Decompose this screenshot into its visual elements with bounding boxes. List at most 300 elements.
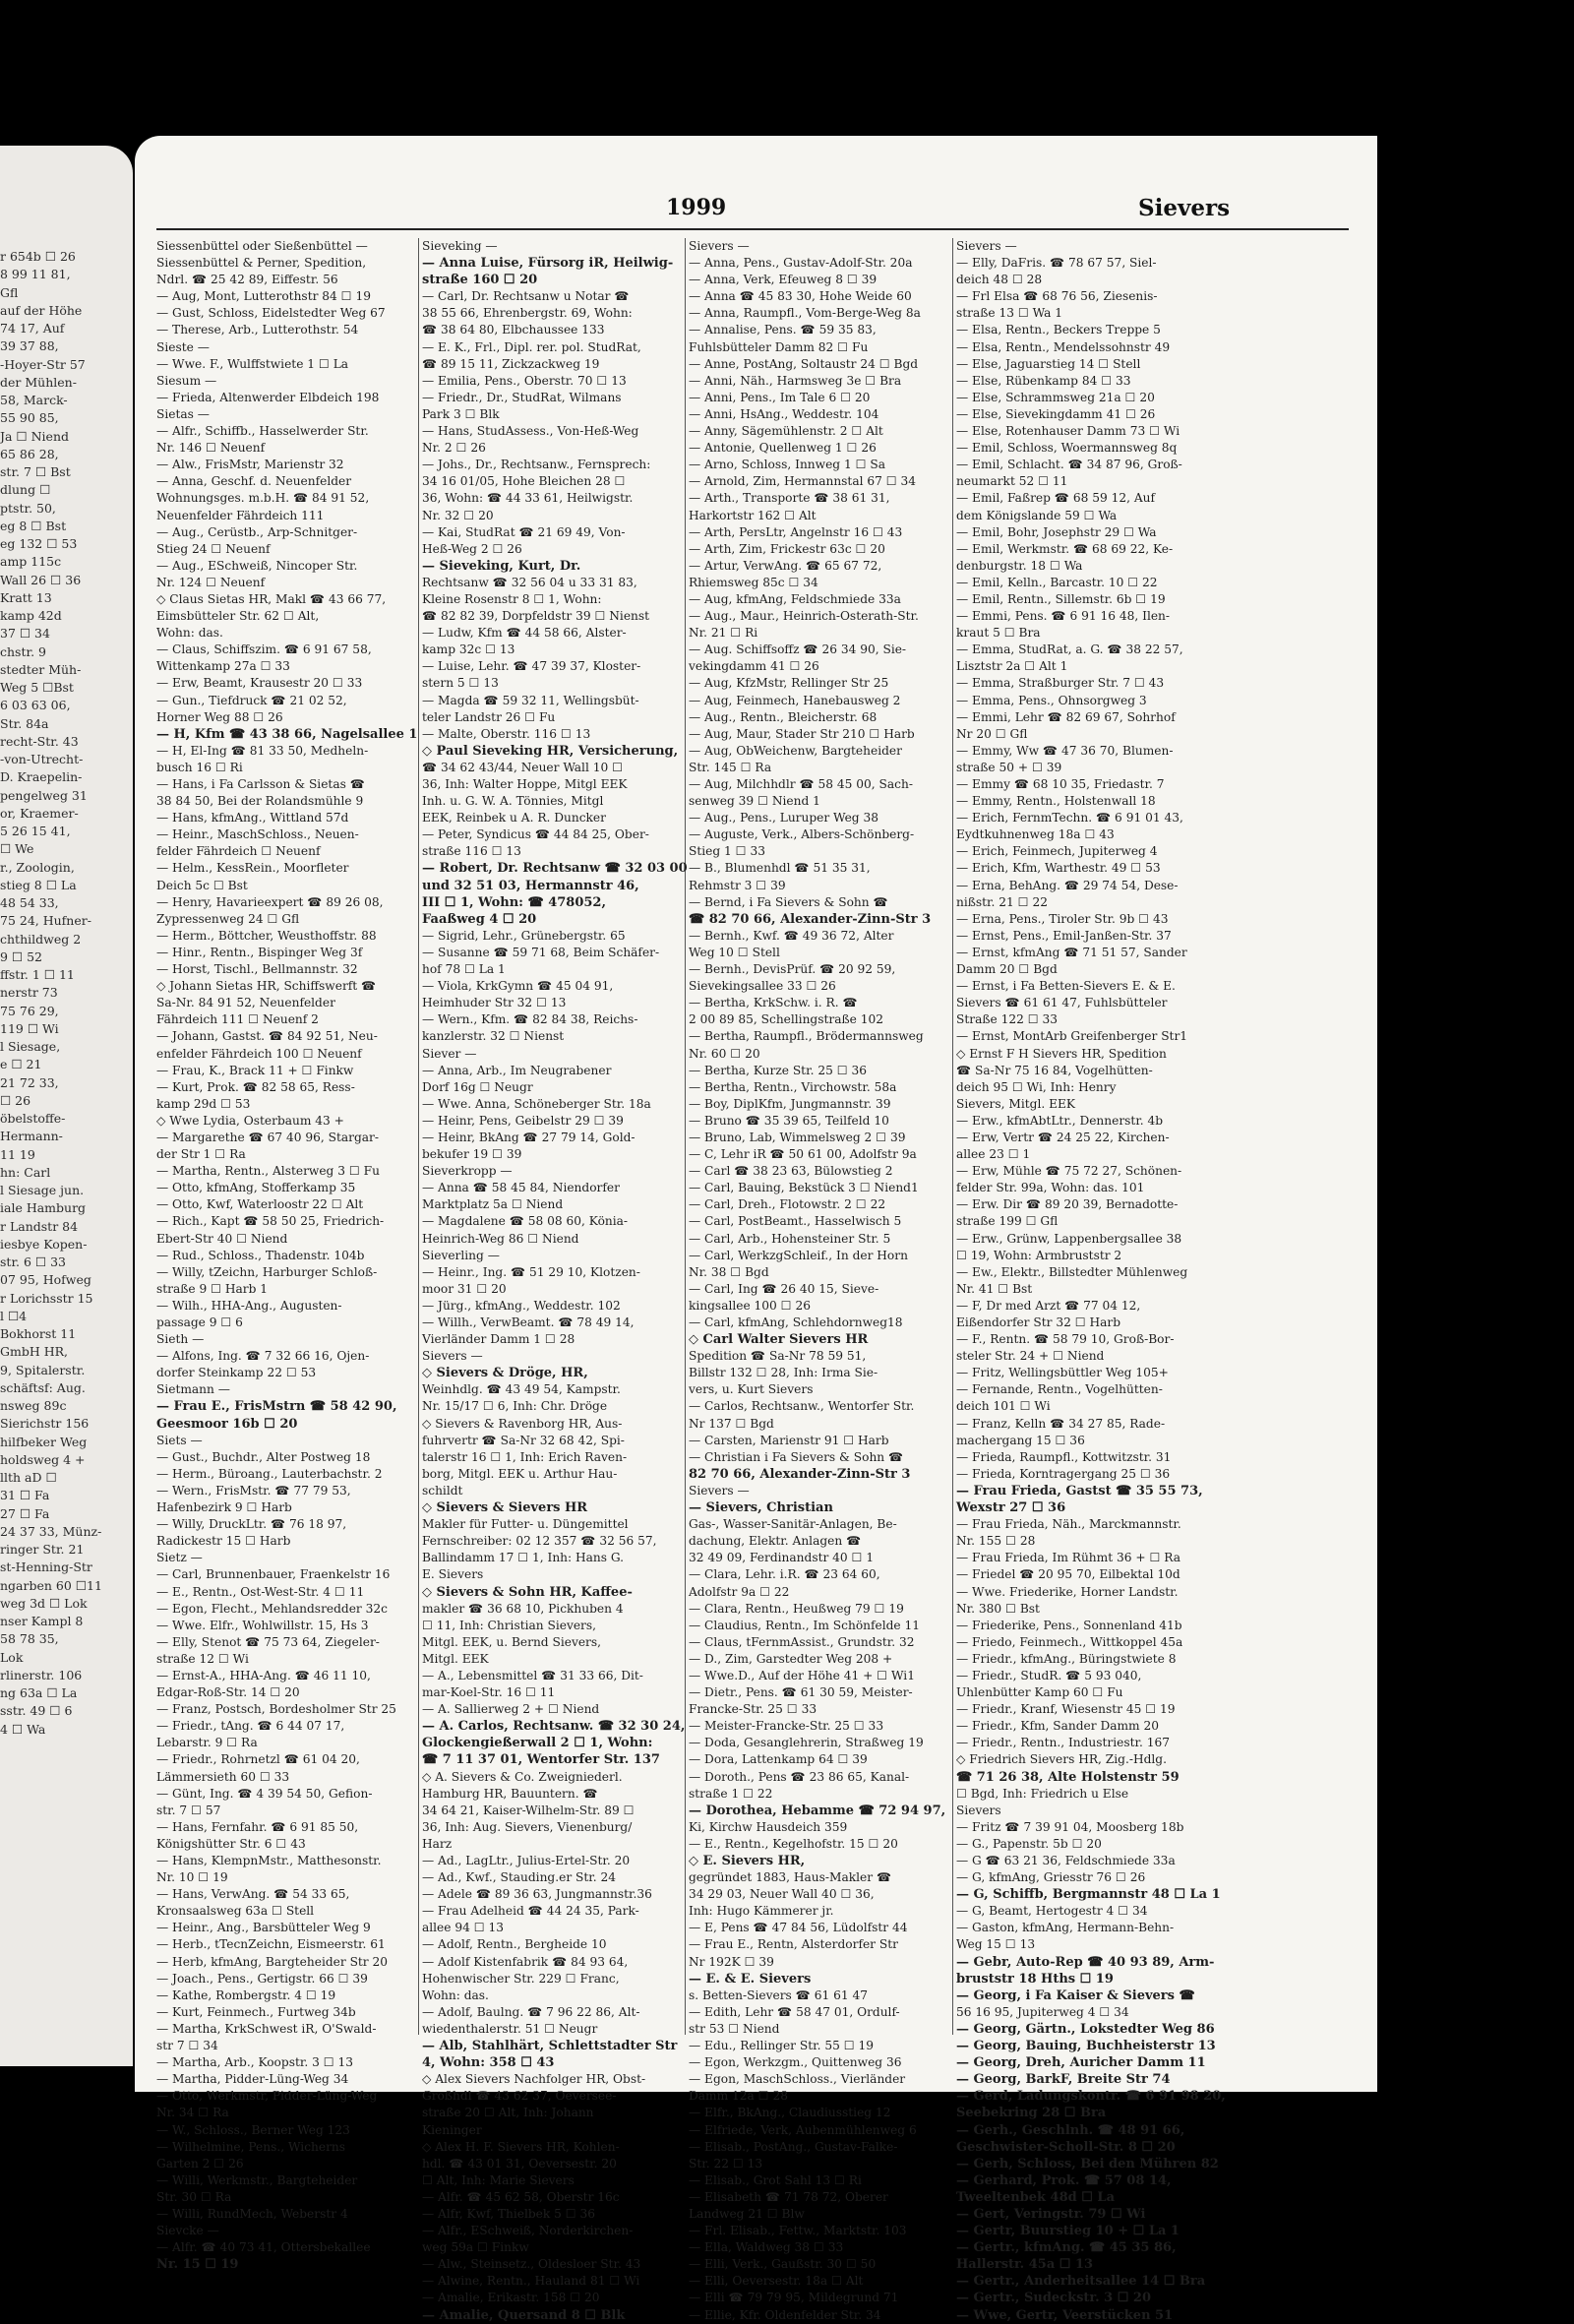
directory-entry: — Horst, Tischl., Bellmannstr. 32 xyxy=(156,962,358,977)
directory-entry: 34 64 21, Kaiser-Wilhelm-Str. 89 ☐ xyxy=(422,1803,635,1817)
directory-entry: — A. Sallierweg 2 + ☐ Niend xyxy=(422,1702,600,1717)
directory-entry: — Willy, DruckLtr. ☎ 76 18 97, xyxy=(156,1517,347,1532)
directory-entry: — Erna, Pens., Tiroler Str. 9b ☐ 43 xyxy=(956,911,1169,926)
directory-entry: — Herm., Büroang., Lauterbachstr. 2 xyxy=(156,1466,383,1481)
directory-entry: — Elli, Oeversestr. 18a ☐ Alt xyxy=(689,2274,864,2289)
directory-entry: — Emma, StudRat, a. G. ☎ 38 22 57, xyxy=(956,642,1183,657)
directory-entry: III ☐ 1, Wohn: ☎ 478052, xyxy=(422,894,607,910)
directory-entry: der Str 1 ☐ Ra xyxy=(156,1147,246,1162)
directory-entry: 36, Inh: Walter Hoppe, Mitgl EEK xyxy=(422,777,628,791)
directory-entry: Nr 137 ☐ Bgd xyxy=(689,1416,774,1431)
directory-entry: — E, Pens ☎ 47 84 56, Lüdolfstr 44 xyxy=(689,1921,908,1935)
directory-entry: — Emil, Kelln., Barcastr. 10 ☐ 22 xyxy=(956,575,1158,589)
directory-entry: — Frau E., Rentn, Alsterdorfer Str xyxy=(689,1937,898,1952)
directory-entry: — Erw, Beamt, Krausestr 20 ☐ 33 xyxy=(156,676,363,691)
directory-entry: ◇ Sievers & Sievers HR xyxy=(422,1500,588,1516)
directory-entry: Inh: Hugo Kämmerer jr. xyxy=(689,1904,834,1919)
directory-entry: — Bruno ☎ 35 39 65, Teilfeld 10 xyxy=(689,1113,889,1128)
left-fragment-line: ☐ We xyxy=(0,841,34,857)
directory-entry: — Adolf, Rentn., Bergheide 10 xyxy=(422,1937,607,1952)
directory-entry: — Emil, Schloss, Woermannsweg 8q xyxy=(956,441,1178,456)
directory-entry: — Hans, VerwAng. ☎ 54 33 65, xyxy=(156,1887,350,1902)
directory-entry: Lisztstr 2a ☐ Alt 1 xyxy=(956,659,1068,674)
directory-entry: — Emil, Werkmstr. ☎ 68 69 22, Ke- xyxy=(956,541,1174,556)
directory-entry: felder Fährdeich ☐ Neuenf xyxy=(156,844,321,859)
directory-entry: — Carlos, Rechtsanw., Wentorfer Str. xyxy=(689,1399,915,1414)
directory-entry: ◇ Carl Walter Sievers HR xyxy=(689,1332,869,1348)
directory-entry: — Dora, Lattenkamp 64 ☐ 39 xyxy=(689,1752,868,1767)
directory-entry: straße 199 ☐ Gfl xyxy=(956,1214,1059,1229)
directory-entry: — Friedr., tAng. ☎ 6 44 07 17, xyxy=(156,1719,345,1734)
directory-entry: Edgar-Roß-Str. 14 ☐ 20 xyxy=(156,1685,300,1700)
directory-entry: — Egon, MaschSchloss., Vierländer xyxy=(689,2072,906,2087)
directory-entry: — Wern., FrisMstr. ☎ 77 79 53, xyxy=(156,1483,351,1498)
directory-entry: Wohn: das. xyxy=(422,1988,489,2002)
left-fragment-line: llth aD ☐ xyxy=(0,1470,57,1485)
directory-entry: — Emil, Rentn., Sillemstr. 6b ☐ 19 xyxy=(956,591,1166,606)
directory-entry: str 7 ☐ 34 xyxy=(156,2039,218,2053)
directory-entry: ◇ Sievers & Sohn HR, Kaffee- xyxy=(422,1584,633,1600)
directory-entry: — Antonie, Quellenweg 1 ☐ 26 xyxy=(689,441,877,456)
directory-entry: Nr. 15/17 ☐ 6, Inh: Chr. Dröge xyxy=(422,1399,608,1414)
left-fragment-line: 27 ☐ Fa xyxy=(0,1505,50,1521)
directory-entry: — Erich, Kfm, Warthestr. 49 ☐ 53 xyxy=(956,861,1161,876)
directory-entry: machergang 15 ☐ 36 xyxy=(956,1433,1085,1447)
left-fragment-line: GmbH HR, xyxy=(0,1344,69,1360)
directory-entry: — Gert, Veringstr. 79 ☐ Wi xyxy=(956,2206,1146,2222)
directory-entry: straße 160 ☐ 20 xyxy=(422,273,538,288)
directory-entry: ☐ Alt, Inh: Marie Sievers xyxy=(422,2172,575,2187)
directory-entry: Ki, Kirchw Hausdeich 359 xyxy=(689,1819,848,1834)
directory-entry: — Kurt, Prok. ☎ 82 58 65, Ress- xyxy=(156,1079,355,1094)
directory-entry: Sieveking — xyxy=(422,239,498,253)
directory-entry: Spedition ☎ Sa-Nr 78 59 51, xyxy=(689,1349,867,1364)
left-fragment-line: pengelweg 31 xyxy=(0,787,88,803)
left-fragment-line: Weg 5 ☐Bst xyxy=(0,680,74,695)
directory-entry: — Friedr., Kfm, Sander Damm 20 xyxy=(956,1719,1159,1734)
directory-entry: ◇ E. Sievers HR, xyxy=(689,1854,806,1868)
directory-entry: deich 95 ☐ Wi, Inh: Henry xyxy=(956,1079,1117,1094)
left-fragment-line: D. Kraepelin- xyxy=(0,769,83,785)
directory-entry: Nr. 10 ☐ 19 xyxy=(156,1870,228,1885)
directory-entry: Garten 2 ☐ 26 xyxy=(156,2156,244,2171)
directory-entry: — F., Rentn. ☎ 58 79 10, Groß-Bor- xyxy=(956,1332,1175,1347)
directory-entry: — Hans, KlempnMstr., Matthesonstr. xyxy=(156,1854,382,1867)
left-fragment-line: 8 99 11 81, xyxy=(0,267,71,282)
left-fragment-line: nser Kampl 8 xyxy=(0,1614,84,1628)
directory-entry: neumarkt 52 ☐ 11 xyxy=(956,474,1068,489)
directory-entry: — Georg, Bauing, Buchheisterstr 13 xyxy=(956,2039,1216,2054)
left-fragment-line: str. 6 ☐ 33 xyxy=(0,1254,66,1269)
left-fragment-line: r., Zoologin, xyxy=(0,859,75,875)
directory-entry: — Henry, Havarieexpert ☎ 89 26 08, xyxy=(156,894,384,909)
directory-entry: — Carl, WerkzgSchleif., In der Horn xyxy=(689,1248,908,1262)
directory-entry: — Frau Frieda, Im Rühmt 36 + ☐ Ra xyxy=(956,1551,1180,1565)
directory-entry: senweg 39 ☐ Niend 1 xyxy=(689,794,820,809)
left-fragment-line: 65 86 28, xyxy=(0,446,59,461)
directory-entry: — G., Papenstr. 5b ☐ 20 xyxy=(956,1836,1102,1851)
left-fragment-line: ringer Str. 21 xyxy=(0,1542,85,1557)
directory-entry: Ebert-Str 40 ☐ Niend xyxy=(156,1231,288,1246)
directory-entry: — Heinr., Ang., Barsbütteler Weg 9 xyxy=(156,1921,371,1935)
directory-entry: Siessenbüttel oder Sießenbüttel — xyxy=(156,239,368,253)
directory-entry: — Georg, Dreh, Auricher Damm 11 xyxy=(956,2055,1206,2071)
left-fragment-line: ptstr. 50, xyxy=(0,500,56,516)
directory-entry: weg 59a ☐ Finkw xyxy=(422,2240,529,2255)
directory-entry: — Wern., Kfm. ☎ 82 84 38, Reichs- xyxy=(422,1012,638,1027)
directory-entry: — Willi, Werkmstr., Bargteheider xyxy=(156,2172,358,2187)
directory-entry: — Georg, i Fa Kaiser & Sievers ☎ xyxy=(956,1988,1195,2003)
directory-entry: kingsallee 100 ☐ 26 xyxy=(689,1298,811,1313)
directory-entry: — Claudius, Rentn., Im Schönfelde 11 xyxy=(689,1618,921,1632)
directory-entry: 56 16 95, Jupiterweg 4 ☐ 34 xyxy=(956,2004,1129,2019)
left-fragment-line: ng 63a ☐ La xyxy=(0,1685,78,1700)
directory-entry: — Martha, Arb., Koopstr. 3 ☐ 13 xyxy=(156,2055,354,2070)
directory-entry: — Claus, tFernmAssist., Grundstr. 32 xyxy=(689,1634,915,1649)
directory-entry: — Aug, ObWeichenw, Bargteheider xyxy=(689,743,902,758)
left-fragment-line: 9, Spitalerstr. xyxy=(0,1362,86,1377)
directory-entry: Harkortstr 162 ☐ Alt xyxy=(689,508,817,522)
directory-entry: — Ad., Kwf., Stauding.er Str. 24 xyxy=(422,1870,617,1885)
directory-entry: str. 7 ☐ 57 xyxy=(156,1803,221,1817)
directory-entry: — Willi, RundMech, Weberstr 4 xyxy=(156,2206,348,2221)
directory-entry: — Friedr., Dr., StudRat, Wilmans xyxy=(422,390,622,404)
directory-entry: Damm 12a ☐ 28 xyxy=(689,2089,788,2104)
directory-entry: — Otto, Werkmstr, Pidder-Lüng-Weg xyxy=(156,2089,378,2104)
directory-entry: — Frl. Elisab., Fettw., Marktstr. 103 xyxy=(689,2224,907,2238)
directory-entry: — Magda ☎ 59 32 11, Wellingsbüt- xyxy=(422,693,639,707)
directory-entry: — Gertr., kfmAng. ☎ 45 35 86, xyxy=(956,2240,1177,2256)
directory-entry: — Gertr., Anderheitsallee 14 ☐ Bra xyxy=(956,2274,1206,2290)
directory-entry: ☐ 11, Inh: Christian Sievers, xyxy=(422,1618,596,1632)
directory-entry: Vierländer Damm 1 ☐ 28 xyxy=(422,1332,575,1347)
directory-entry: — Bertha, Rentn., Virchowstr. 58a xyxy=(689,1079,897,1094)
directory-entry: — Wwe. Friederike, Horner Landstr. xyxy=(956,1584,1179,1599)
directory-entry: — Rich., Kapt ☎ 58 50 25, Friedrich- xyxy=(156,1214,385,1229)
directory-entry: Siets — xyxy=(156,1433,203,1447)
left-fragment-line: e ☐ 21 xyxy=(0,1057,42,1072)
directory-entry: — Anna, Pens., Gustav-Adolf-Str. 20a xyxy=(689,256,913,271)
directory-entry: wiedenthalerstr. 51 ☐ Neugr xyxy=(422,2021,598,2036)
directory-entry: Adolfstr 9a ☐ 22 xyxy=(689,1584,790,1599)
directory-entry: und 32 51 03, Hermannstr 46, xyxy=(422,878,639,893)
directory-entry: Sietmann — xyxy=(156,1382,230,1397)
directory-entry: — Bernh., DevisPrüf. ☎ 20 92 59, xyxy=(689,962,896,977)
directory-entry: — Heinr., Ing. ☎ 51 29 10, Klotzen- xyxy=(422,1264,640,1279)
directory-entry: Mitgl. EEK, u. Bernd Sievers, xyxy=(422,1634,601,1649)
directory-entry: — Elli, Verk., Gaußstr. 30 ☐ 50 xyxy=(689,2257,877,2272)
left-fragment-line: 39 37 88, xyxy=(0,338,59,354)
directory-entry: Lebarstr. 9 ☐ Ra xyxy=(156,1736,258,1750)
directory-entry: — Fernande, Rentn., Vogelhütten- xyxy=(956,1382,1163,1397)
directory-entry: — Aug, kfmAng, Feldschmiede 33a xyxy=(689,591,901,606)
directory-entry: Heimhuder Str 32 ☐ 13 xyxy=(422,996,567,1010)
directory-entry: — Emmi, Pens. ☎ 6 91 16 48, Ilen- xyxy=(956,609,1171,624)
left-fragment-line: nsweg 89c xyxy=(0,1398,67,1413)
directory-entry: — A. Carlos, Rechtsanw. ☎ 32 30 24, xyxy=(422,1719,686,1735)
directory-entry: Nr. 155 ☐ 28 xyxy=(956,1534,1036,1549)
directory-entry: Ballindamm 17 ☐ 1, Inh: Hans G. xyxy=(422,1551,625,1565)
directory-entry: — G, Schiffb, Bergmannstr 48 ☐ La 1 xyxy=(956,1887,1221,1903)
directory-entry: — H, Kfm ☎ 43 38 66, Nagelsallee 1 xyxy=(156,726,418,742)
directory-column-4 xyxy=(956,238,1226,2323)
directory-entry: Str. 30 ☐ Ra xyxy=(156,2189,232,2204)
directory-entry: Rehmstr 3 ☐ 39 xyxy=(689,878,786,892)
directory-entry: — Sievers, Christian xyxy=(689,1500,833,1516)
left-fragment-line: Sierichstr 156 xyxy=(0,1416,90,1432)
directory-entry: deich 48 ☐ 28 xyxy=(956,273,1043,287)
directory-entry: — Elly, Stenot ☎ 75 73 64, Ziegeler- xyxy=(156,1634,380,1649)
directory-entry: denburgstr. 18 ☐ Wa xyxy=(956,558,1083,573)
directory-entry: Park 3 ☐ Blk xyxy=(422,406,500,421)
directory-entry: straße 20 ☐ Alt, Inh: Johann xyxy=(422,2106,594,2120)
left-fragment-line: recht-Str. 43 xyxy=(0,733,79,749)
directory-entry: ◇ Ernst F H Sievers HR, Spedition xyxy=(956,1046,1167,1061)
directory-entry: — Ernst, kfmAng ☎ 71 51 57, Sander xyxy=(956,945,1187,959)
left-fragment-line: 74 17, Auf xyxy=(0,321,65,336)
directory-entry: — Adolf, Baulng. ☎ 7 96 22 86, Alt- xyxy=(422,2004,640,2019)
directory-entry: — Else, Rübenkamp 84 ☐ 33 xyxy=(956,373,1131,388)
directory-entry: Sieste — xyxy=(156,339,210,354)
directory-entry: moor 31 ☐ 20 xyxy=(422,1281,507,1296)
directory-entry: ◇ Wwe Lydia, Osterbaum 43 + xyxy=(156,1113,344,1128)
left-fragment-line: -von-Utrecht- xyxy=(0,752,84,766)
directory-entry: — Carl, PostBeamt., Hasselwisch 5 xyxy=(689,1214,902,1229)
directory-entry: busch 16 ☐ Ri xyxy=(156,760,243,774)
directory-entry: — Elisab., PostAng., Gustav-Falke- xyxy=(689,2139,898,2154)
left-fragment-line: hilfbeker Weg xyxy=(0,1434,88,1449)
left-fragment-line: ☐ 26 xyxy=(0,1092,31,1108)
left-fragment-line: schäftsf: Aug. xyxy=(0,1379,86,1395)
directory-entry: Sietas — xyxy=(156,406,210,421)
directory-entry: — Else, Schrammsweg 21a ☐ 20 xyxy=(956,390,1155,404)
directory-entry: Großhdl ☎ 43 62 37, Oeversee- xyxy=(422,2089,617,2104)
directory-entry: — Elfr., BkAng., Claudiusstieg 12 xyxy=(689,2106,891,2120)
directory-entry: allee 94 ☐ 13 xyxy=(422,1921,505,1935)
directory-entry: — Bruno, Lab, Wimmelsweg 2 ☐ 39 xyxy=(689,1130,906,1144)
directory-entry: Seebekring 28 ☐ Bra xyxy=(956,2106,1107,2121)
directory-entry: Hafenbezirk 9 ☐ Harb xyxy=(156,1500,292,1515)
directory-entry: — B., Blumenhdl ☎ 51 35 31, xyxy=(689,861,871,876)
directory-entry: — Aug, Feinmech, Hanebausweg 2 xyxy=(689,693,901,707)
directory-entry: — Doroth., Pens ☎ 23 86 65, Kanal- xyxy=(689,1769,910,1784)
left-fragment-line: Wall 26 ☐ 36 xyxy=(0,572,82,587)
directory-column-2 xyxy=(422,238,688,2323)
left-fragment-line: 11 19 xyxy=(0,1146,35,1162)
directory-entry: — Adolf Kistenfabrik ☎ 84 93 64, xyxy=(422,1954,629,1969)
directory-entry: — Arnold, Zim, Hermannstal 67 ☐ 34 xyxy=(689,474,917,489)
directory-entry: Wexstr 27 ☐ 36 xyxy=(956,1500,1066,1516)
directory-entry: — C, Lehr iR ☎ 50 61 00, Adolfstr 9a xyxy=(689,1147,917,1162)
directory-column-3 xyxy=(689,238,952,2322)
directory-entry: — Magdalene ☎ 58 08 60, Könia- xyxy=(422,1214,629,1229)
left-fragment-line: chthildweg 2 xyxy=(0,931,82,947)
left-fragment-line: l ☐4 xyxy=(0,1308,28,1323)
directory-entry: — Emma, Straßburger Str. 7 ☐ 43 xyxy=(956,676,1165,691)
directory-entry: — Frau E., FrisMstrn ☎ 58 42 90, xyxy=(156,1399,397,1415)
directory-entry: — Franz, Postsch, Bordesholmer Str 25 xyxy=(156,1702,396,1717)
directory-entry: — Gertr, Buurstieg 10 + ☐ La 1 xyxy=(956,2224,1180,2239)
directory-entry: — Ernst, MontArb Greifenberger Str1 xyxy=(956,1029,1188,1044)
directory-entry: — Friedr., Rohrnetzl ☎ 61 04 20, xyxy=(156,1752,360,1767)
directory-entry: EEK, Reinbek u A. R. Duncker xyxy=(422,811,606,826)
directory-entry: — Friederike, Pens., Sonnenland 41b xyxy=(956,1618,1182,1632)
directory-entry: 36, Wohn: ☎ 44 33 61, Heilwigstr. xyxy=(422,491,634,506)
directory-entry: Str. 22 ☐ 13 xyxy=(689,2156,763,2171)
directory-entry: steler Str. 24 + ☐ Niend xyxy=(956,1349,1105,1364)
directory-entry: — Carl, Dr. Rechtsanw u Notar ☎ xyxy=(422,289,630,304)
directory-entry: Sieverkropp — xyxy=(422,1164,513,1179)
directory-entry: — Egon, Werkzgm., Quittenweg 36 xyxy=(689,2055,902,2070)
directory-entry: — Auguste, Verk., Albers-Schönberg- xyxy=(689,827,915,842)
directory-entry: — Bertha, Raumpfl., Brödermannsweg xyxy=(689,1029,924,1044)
directory-entry: Sievers — xyxy=(689,1483,750,1498)
directory-entry: — Gust., Buchdr., Alter Postweg 18 xyxy=(156,1449,371,1464)
directory-entry: — Hans, StudAssess., Von-Heß-Weg xyxy=(422,424,639,439)
column-divider xyxy=(952,238,953,2035)
directory-entry: Geschwister-Scholl-Str. 8 ☐ 20 xyxy=(956,2139,1176,2155)
directory-entry: — Aug., Maur., Heinrich-Osterath-Str. xyxy=(689,609,919,624)
left-fragment-line: 4 ☐ Wa xyxy=(0,1721,46,1737)
directory-entry: Nr. 38 ☐ Bgd xyxy=(689,1264,769,1279)
directory-entry: Sievers — xyxy=(689,239,750,253)
directory-entry: — Aug, Mont, Lutterothstr 84 ☐ 19 xyxy=(156,289,371,304)
left-fragment-line: or, Kraemer- xyxy=(0,805,79,821)
directory-entry: — Emil, Faßrep ☎ 68 59 12, Auf xyxy=(956,491,1156,506)
directory-entry: — Kurt, Feinmech., Furtweg 34b xyxy=(156,2004,356,2019)
left-fragment-line: amp 115c xyxy=(0,554,62,570)
directory-entry: — Fritz ☎ 7 39 91 04, Moosberg 18b xyxy=(956,1819,1184,1834)
directory-entry: — Gerh., Geschlnh. ☎ 48 91 66, xyxy=(956,2122,1185,2138)
directory-entry: Gas-, Wasser-Sanitär-Anlagen, Be- xyxy=(689,1517,897,1532)
directory-entry: E. Sievers xyxy=(422,1567,484,1582)
directory-entry: allee 23 ☐ 1 xyxy=(956,1147,1031,1162)
directory-entry: — E., Rentn., Kegelhofstr. 15 ☐ 20 xyxy=(689,1836,898,1851)
directory-entry: — Meister-Francke-Str. 25 ☐ 33 xyxy=(689,1719,884,1734)
directory-entry: — Carl, Dreh., Flotowstr. 2 ☐ 22 xyxy=(689,1197,886,1212)
directory-entry: — G, Beamt, Hertogestr 4 ☐ 34 xyxy=(956,1904,1148,1919)
directory-entry: — Ernst, i Fa Betten-Sievers E. & E. xyxy=(956,979,1176,994)
directory-entry: Nr 20 ☐ Gfl xyxy=(956,726,1028,741)
left-fragment-line: 24 37 33, Münz- xyxy=(0,1523,102,1539)
left-fragment-line: 48 54 33, xyxy=(0,895,59,910)
directory-entry: — Wilhelmine, Pens., Wicherns xyxy=(156,2139,346,2154)
directory-entry: — Alfr., Schiffb., Hasselwerder Str. xyxy=(156,424,369,439)
directory-entry: — Hans, kfmAng., Wittland 57d xyxy=(156,811,349,826)
directory-entry: — Ellie, Kfr. Oldenfelder Str. 34 xyxy=(689,2307,881,2322)
directory-entry: Radickestr 15 ☐ Harb xyxy=(156,1534,291,1549)
directory-entry: — Amalie, Quersand 8 ☐ Blk xyxy=(422,2307,626,2323)
directory-entry: — Alfr, Kwf, Thielbek 5 ☐ 36 xyxy=(422,2206,596,2221)
directory-entry: — Carl, Bauing, Bekstück 3 ☐ Niend1 xyxy=(689,1181,919,1195)
directory-entry: 34 29 03, Neuer Wall 40 ☐ 36, xyxy=(689,1887,875,1902)
directory-entry: nißstr. 21 ☐ 22 xyxy=(956,894,1048,909)
directory-entry: — Alfr. ☎ 45 62 58, Oberstr 16c xyxy=(422,2189,620,2204)
directory-entry: ◇ Paul Sieveking HR, Versicherung, xyxy=(422,743,679,759)
directory-entry: — Anna Luise, Fürsorg iR, Heilwig- xyxy=(422,256,674,272)
directory-entry: Heinrich-Weg 86 ☐ Niend xyxy=(422,1231,579,1246)
directory-entry: — Carl, kfmAng, Schlehdornweg18 xyxy=(689,1315,903,1329)
directory-entry: Sievers — xyxy=(956,239,1017,253)
directory-entry: — Friedr., kfmAng., Büringstwiete 8 xyxy=(956,1651,1177,1666)
directory-entry: Sievers, Mitgl. EEK xyxy=(956,1096,1076,1111)
directory-entry: Sieverling — xyxy=(422,1248,500,1262)
left-fragment-line: 6 03 63 06, xyxy=(0,698,71,713)
directory-entry: Eydtkuhnenweg 18a ☐ 43 xyxy=(956,827,1115,842)
directory-entry: — Johs., Dr., Rechtsanw., Fernsprech: xyxy=(422,458,651,472)
directory-entry: Weinhdlg. ☎ 43 49 54, Kampstr. xyxy=(422,1382,621,1397)
directory-entry: — Wwe, Gertr, Veerstücken 51 xyxy=(956,2307,1174,2323)
directory-entry: — A., Lebensmittel ☎ 31 33 66, Dit- xyxy=(422,1668,643,1682)
directory-entry: — Wwe. Anna, Schöneberger Str. 18a xyxy=(422,1096,651,1111)
directory-entry: 82 70 66, Alexander-Zinn-Str 3 xyxy=(689,1466,911,1482)
directory-entry: — Ernst, Pens., Emil-Janßen-Str. 37 xyxy=(956,928,1172,943)
left-fragment-line: hn: Carl xyxy=(0,1164,51,1180)
directory-entry: — Ew., Elektr., Billstedter Mühlenweg xyxy=(956,1264,1188,1279)
directory-entry: Damm 20 ☐ Bgd xyxy=(956,962,1058,977)
directory-entry: Wittenkamp 27a ☐ 33 xyxy=(156,659,290,674)
directory-entry: Sieth — xyxy=(156,1332,205,1347)
directory-entry: 34 16 01/05, Hohe Bleichen 28 ☐ xyxy=(422,474,626,489)
left-fragment-line: dlung ☐ xyxy=(0,482,51,498)
directory-entry: — Wilh., HHA-Ang., Augusten- xyxy=(156,1298,342,1313)
directory-entry: — Rud., Schloss., Thadenstr. 104b xyxy=(156,1248,365,1262)
directory-entry: Neuenfelder Fährdeich 111 xyxy=(156,508,325,522)
directory-entry: straße 13 ☐ Wa 1 xyxy=(956,306,1063,321)
directory-entry: — Otto, Kwf, Waterloostr 22 ☐ Alt xyxy=(156,1197,364,1212)
directory-entry: dorfer Steinkamp 22 ☐ 53 xyxy=(156,1366,317,1380)
directory-entry: — Susanne ☎ 59 71 68, Beim Schäfer- xyxy=(422,945,660,959)
directory-entry: — Friedel ☎ 20 95 70, Eilbektal 10d xyxy=(956,1567,1180,1582)
directory-entry: — Gertr., Sudeckstr. 3 ☐ 20 xyxy=(956,2291,1151,2306)
directory-entry: — Carl, Brunnenbauer, Fraenkelstr 16 xyxy=(156,1567,391,1582)
left-fragment-line: l Siesage jun. xyxy=(0,1183,85,1197)
directory-entry: Billstr 132 ☐ 28, Inh: Irma Sie- xyxy=(689,1366,878,1380)
directory-entry: — Aug. Schiffsoffz ☎ 26 34 90, Sie- xyxy=(689,642,907,657)
left-fragment-line: kamp 42d xyxy=(0,608,62,623)
directory-entry: ☎ 82 82 39, Dorpfeldstr 39 ☐ Nienst xyxy=(422,609,650,624)
directory-entry: mar-Koel-Str. 16 ☐ 11 xyxy=(422,1685,556,1700)
directory-entry: — Dorothea, Hebamme ☎ 72 94 97, xyxy=(689,1803,946,1818)
directory-entry: — Emil, Bohr, Josephstr 29 ☐ Wa xyxy=(956,524,1157,539)
directory-entry: — Hinr., Rentn., Bispinger Weg 3f xyxy=(156,945,363,959)
directory-entry: 2 00 89 85, Schellingstraße 102 xyxy=(689,1012,883,1027)
directory-entry: 32 49 09, Ferdinandstr 40 ☐ 1 xyxy=(689,1551,875,1565)
directory-entry: — Kai, StudRat ☎ 21 69 49, Von- xyxy=(422,524,626,539)
directory-entry: — G ☎ 63 21 36, Feldschmiede 33a xyxy=(956,1854,1176,1867)
directory-entry: Sa-Nr. 84 91 52, Neuenfelder xyxy=(156,996,335,1010)
directory-entry: — Günt, Ing. ☎ 4 39 54 50, Gefion- xyxy=(156,1786,373,1801)
left-page-fragment xyxy=(0,146,133,2066)
directory-entry: — Johann, Gastst. ☎ 84 92 51, Neu- xyxy=(156,1029,378,1044)
directory-entry: Siesum — xyxy=(156,373,217,388)
directory-entry: fuhrvertr ☎ Sa-Nr 32 68 42, Spi- xyxy=(422,1433,625,1447)
left-fragment-line: l Siesage, xyxy=(0,1039,61,1054)
left-fragment-line: chstr. 9 xyxy=(0,643,46,659)
directory-entry: — Peter, Syndicus ☎ 44 84 25, Ober- xyxy=(422,827,649,842)
directory-entry: — Aug., Pens., Luruper Weg 38 xyxy=(689,811,878,826)
directory-entry: — Artur, VerwAng. ☎ 65 67 72, xyxy=(689,558,882,573)
directory-entry: — Emmi, Lehr ☎ 82 69 67, Sohrhof xyxy=(956,709,1176,724)
directory-entry: ◇ Alex H. F. Sievers HR, Kohlen- xyxy=(422,2139,620,2154)
directory-entry: — Heinr., MaschSchloss., Neuen- xyxy=(156,827,359,842)
directory-entry: — Frau Adelheid ☎ 44 24 35, Park- xyxy=(422,1904,639,1919)
directory-entry: vekingdamm 41 ☐ 26 xyxy=(689,659,819,674)
directory-entry: Glockengießerwall 2 ☐ 1, Wohn: xyxy=(422,1736,653,1751)
directory-entry: Siessenbüttel & Perner, Spedition, xyxy=(156,256,367,271)
directory-entry: — Sieveking, Kurt, Dr. xyxy=(422,558,581,574)
directory-entry: — Arth., Transporte ☎ 38 61 31, xyxy=(689,491,890,506)
